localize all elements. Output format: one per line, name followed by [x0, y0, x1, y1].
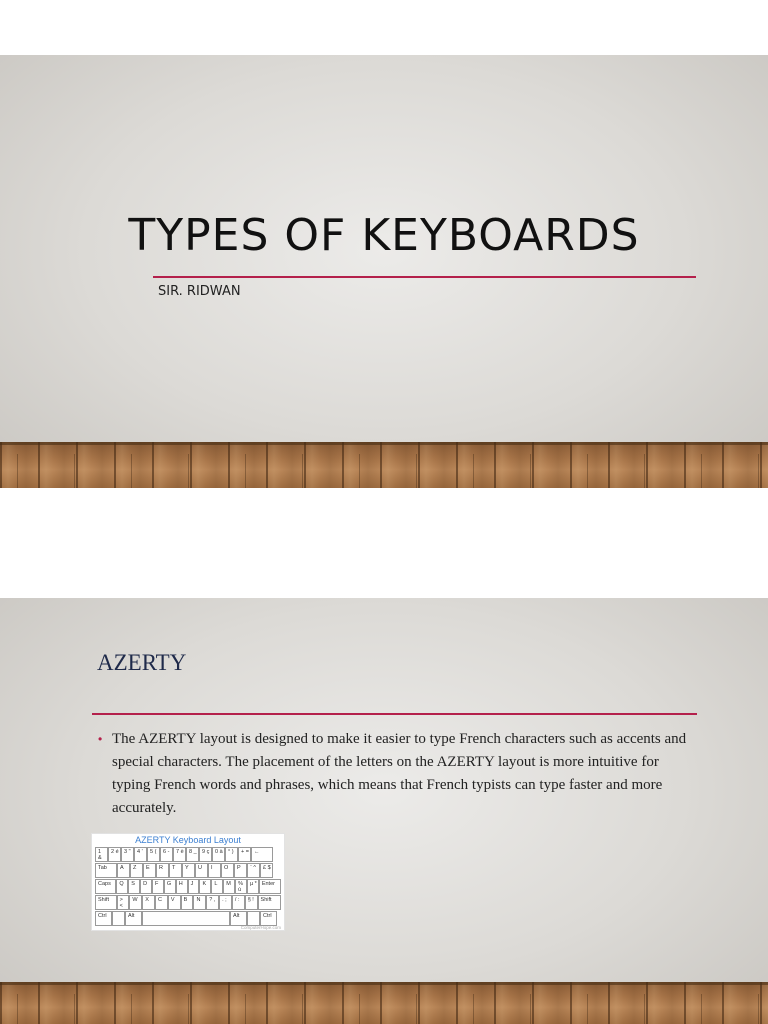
slide-1	[0, 55, 768, 488]
keyboard-key: W	[129, 895, 142, 910]
bullet-text: The AZERTY layout is designed to make it easier to type French characters such as accents and special characters. The placement of the letters on the AZERTY layout is more intuitive for typing French words and phrases, which means that French typists can type faster and more accurately.	[112, 731, 687, 816]
keyboard-key: J	[188, 879, 200, 894]
keyboard-key: N	[193, 895, 206, 910]
keyboard-key: § !	[245, 895, 258, 910]
keyboard-key: T	[169, 863, 182, 878]
keyboard-key: ¨ ^	[247, 863, 260, 878]
slide-title: TYPES OF KEYBOARDS	[128, 210, 640, 261]
keyboard-key	[247, 911, 260, 926]
keyboard-key: . ;	[219, 895, 232, 910]
title-divider	[153, 276, 696, 278]
keyboard-row	[95, 911, 281, 926]
keyboard-key: A	[117, 863, 130, 878]
keyboard-key: G	[164, 879, 176, 894]
keyboard-key: E	[143, 863, 156, 878]
keyboard-key: V	[168, 895, 181, 910]
keyboard-row	[95, 847, 281, 862]
keyboard-key: D	[140, 879, 152, 894]
keyboard-key: 9 ç	[199, 847, 212, 862]
keyboard-key: X	[142, 895, 155, 910]
wood-floor-decoration	[0, 982, 768, 1024]
slide-subtitle: SIR. RIDWAN	[158, 284, 241, 299]
keyboard-key: Q	[116, 879, 128, 894]
keyboard-key: K	[199, 879, 211, 894]
keyboard-key: + =	[238, 847, 251, 862]
slide-2	[0, 598, 768, 1024]
keyboard-key: P	[234, 863, 247, 878]
bullet-icon: •	[98, 732, 103, 746]
keyboard-key: 8 _	[186, 847, 199, 862]
keyboard-key: 1 &	[95, 847, 108, 862]
keyboard-key: I	[208, 863, 221, 878]
keyboard-key: 5 (	[147, 847, 160, 862]
keyboard-key: ←	[251, 847, 273, 862]
keyboard-grid	[95, 847, 281, 927]
keyboard-key: B	[181, 895, 194, 910]
keyboard-key: F	[152, 879, 164, 894]
keyboard-key: ? ,	[206, 895, 219, 910]
keyboard-key	[112, 911, 125, 926]
bullet-item	[98, 728, 698, 820]
keyboard-key: Z	[130, 863, 143, 878]
keyboard-key: L	[211, 879, 223, 894]
keyboard-key: Shift	[95, 895, 117, 910]
keyboard-row	[95, 895, 281, 910]
keyboard-key: Alt	[125, 911, 142, 926]
keyboard-key: Enter	[259, 879, 281, 894]
keyboard-key: 0 à	[212, 847, 225, 862]
keyboard-key: U	[195, 863, 208, 878]
keyboard-key: C	[155, 895, 168, 910]
keyboard-key: £ $	[260, 863, 273, 878]
keyboard-key: O	[221, 863, 234, 878]
keyboard-key: % ù	[235, 879, 247, 894]
azerty-keyboard-image	[91, 833, 285, 931]
keyboard-key: Shift	[258, 895, 282, 910]
keyboard-key: Alt	[230, 911, 247, 926]
keyboard-row	[95, 879, 281, 894]
keyboard-key: / :	[232, 895, 245, 910]
keyboard-key: S	[128, 879, 140, 894]
keyboard-key: R	[156, 863, 169, 878]
keyboard-row	[95, 863, 281, 878]
title-divider	[92, 713, 697, 715]
keyboard-key: Ctrl	[260, 911, 277, 926]
keyboard-key: Y	[182, 863, 195, 878]
keyboard-key: Ctrl	[95, 911, 112, 926]
keyboard-key: Tab	[95, 863, 117, 878]
keyboard-key: 7 è	[173, 847, 186, 862]
keyboard-key: 3 "	[121, 847, 134, 862]
keyboard-key: 2 é	[108, 847, 121, 862]
keyboard-key: 6 -	[160, 847, 173, 862]
keyboard-key: Caps	[95, 879, 116, 894]
keyboard-key: > <	[117, 895, 130, 910]
image-credit: ComputerHope.com	[240, 925, 281, 930]
keyboard-key: 4 '	[134, 847, 147, 862]
wood-floor-decoration	[0, 442, 768, 488]
keyboard-key: µ *	[247, 879, 259, 894]
keyboard-key: H	[176, 879, 188, 894]
keyboard-key	[142, 911, 230, 926]
slide-title: AZERTY	[97, 650, 187, 675]
image-caption: AZERTY Keyboard Layout	[135, 835, 241, 845]
keyboard-key: ° )	[225, 847, 238, 862]
keyboard-key: M	[223, 879, 235, 894]
